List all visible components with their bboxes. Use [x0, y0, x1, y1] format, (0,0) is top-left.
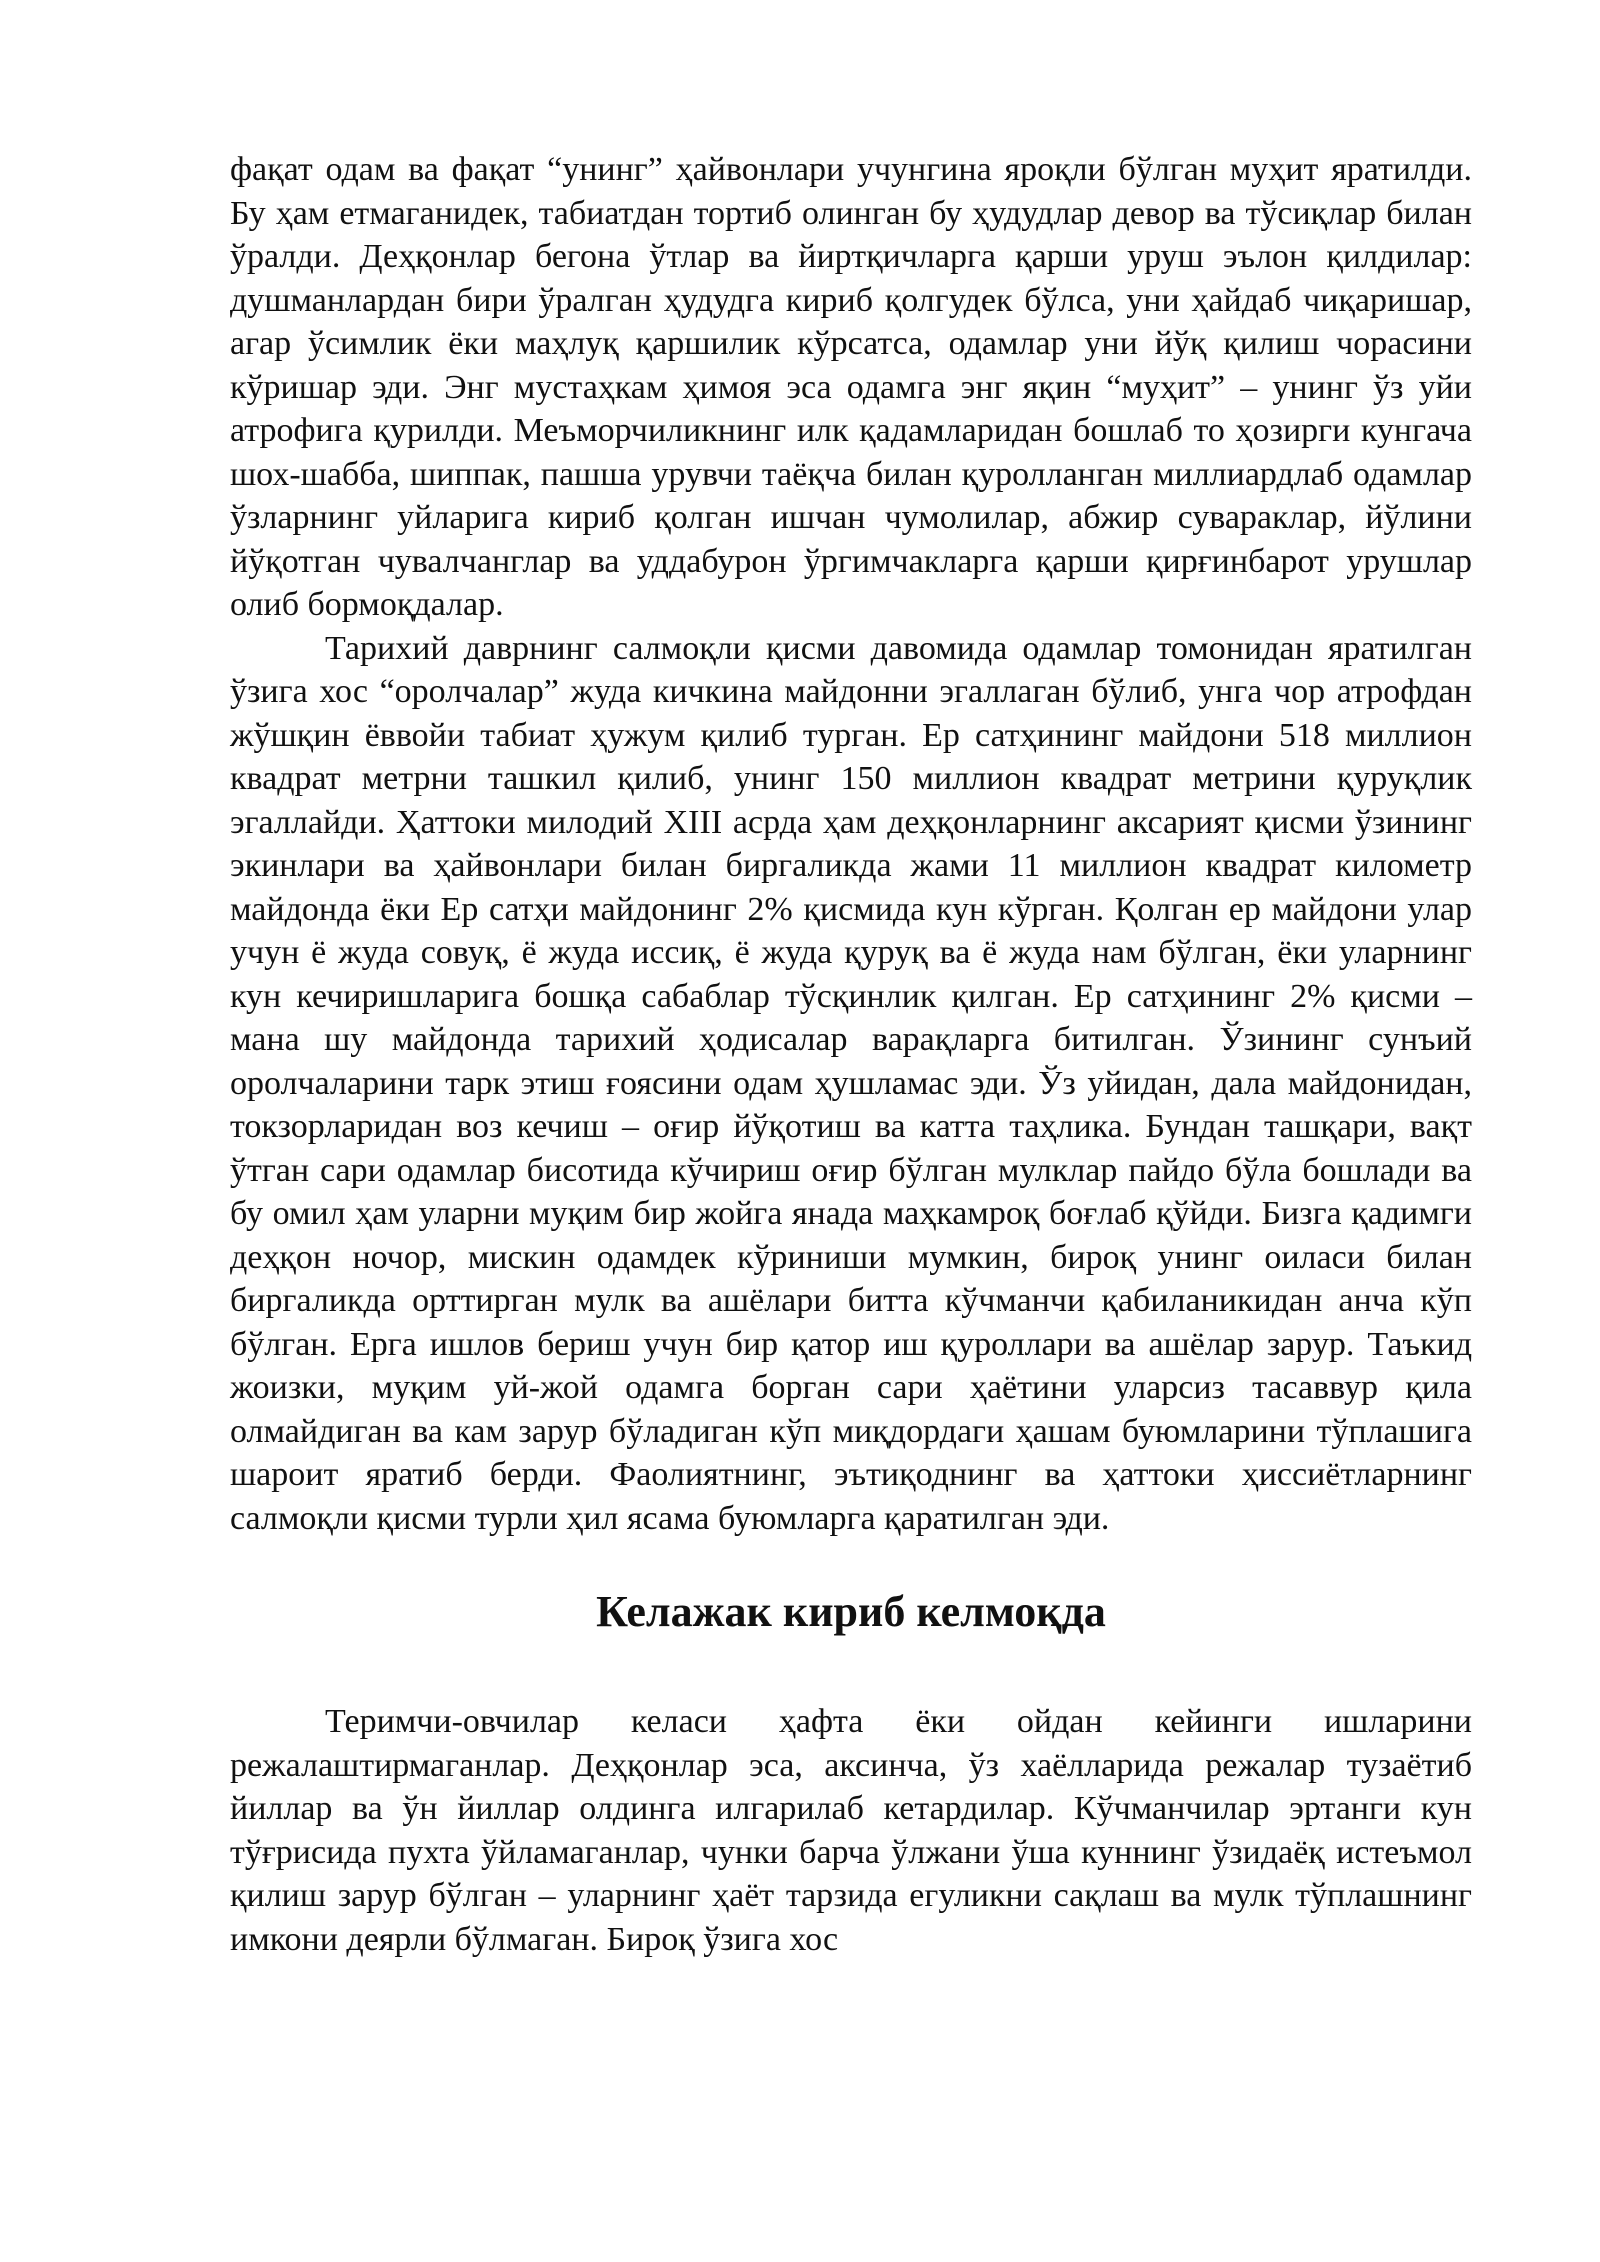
body-paragraph-1: фақат одам ва фақат “унинг” ҳайвонлари учунгина яроқли бўлган муҳит яратилди. Бу ҳам етмаганидек, табиатдан тортиб олинган бу ҳудудлар девор ва тўсиқлар билан ўралди. Деҳқонлар бегона ўтлар ва йиртқичларга қарши уруш эълон қилдилар: душманлардан бири ўралган ҳудудга кириб қолгудек бўлса, уни ҳайдаб чиқаришар, агар ўсимлик ёки маҳлуқ қаршилик кўрсатса, одамлар уни йўқ қилиш чорасини кўришар эди. Энг мустаҳкам ҳимоя эса одамга энг яқин “муҳит” – унинг ўз уйи атрофига қурилди. Меъморчиликнинг илк қадамларидан бошлаб то ҳозирги кунгача шох-шабба, шиппак, пашша урувчи таёқча билан қуролланган миллиардлаб одамлар ўзларнинг уйларига кириб қолган ишчан чумолилар, абжир сувараклар, йўлини йўқотган чувалчанглар ва уддабурон ўргимчакларга қарши қирғинбарот урушлар олиб бормоқдалар. — [230, 151, 1472, 623]
body-paragraph-2: Тарихий даврнинг салмоқли қисми давомида одамлар томонидан яратилган ўзига хос “оролчалар” жуда кичкина майдонни эгаллаган бўлиб, унга чор атрофдан жўшқин ёввойи табиат ҳужум қилиб турган. Ер сатҳининг майдони 518 миллион квадрат метрни ташкил қилиб, унинг 150 миллион квадрат метрини қуруқлик эгаллайди. Ҳаттоки милодий XIII асрда ҳам деҳқонларнинг аксарият қисми ўзининг экинлари ва ҳайвонлари билан биргаликда жами 11 миллион квадрат километр майдонда ёки Ер сатҳи майдонинг 2% қисмида кун кўрган. Қолган ер майдони улар учун ё жуда совуқ, ё жуда иссиқ, ё жуда қуруқ ва ё жуда нам бўлган, ёки уларнинг кун кечиришларига бошқа сабаблар тўсқинлик қилган. Ер сатҳининг 2% қисми – мана шу майдонда тарихий ҳодисалар варақларга битилган. Ўзининг сунъий оролчаларини тарк этиш ғоясини одам ҳушламас эди. Ўз уйидан, дала майдонидан, токзорларидан воз кечиш – оғир йўқотиш ва катта таҳлика. Бундан ташқари, вақт ўтган сари одамлар бисотида кўчириш оғир бўлган мулклар пайдо бўла бошлади ва бу омил ҳам уларни муқим бир жойга янада маҳкамроқ боғлаб қўйди. Бизга қадимги деҳқон ночор, мискин одамдек кўриниши мумкин, бироқ унинг оиласи билан биргаликда орттирган мулк ва ашёлари битта кўчманчи қабиланикидан анча кўп бўлган. Ерга ишлов бериш учун бир қатор иш қуроллари ва ашёлар зарур. Таъкид жоизки, муқим уй-жой одамга борган сари ҳаётини уларсиз тасаввур қила олмайдиган ва кам зарур бўладиган кўп миқдордаги ҳашам буюмларини тўплашига шароит яратиб берди. Фаолиятнинг, эътиқоднинг ва ҳаттоки ҳиссиётларнинг салмоқли қисми турли ҳил ясама буюмларга қаратилган эди. — [230, 629, 1472, 1537]
document-body — [230, 148, 1472, 1961]
section-heading: Келажак кириб келмоқда — [596, 1587, 1106, 1636]
spacer — [230, 1540, 1472, 1586]
body-paragraph-3: Теримчи-овчилар келаси ҳафта ёки ойдан кейинги ишларини режалаштирмаганлар. Деҳқонлар эса, аксинча, ўз хаёлларида режалар тузаётиб йиллар ва ўн йиллар олдинга илгарилаб кетардилар. Кўчманчилар эртанги кун тўғрисида пухта ўйламаганлар, чунки барча ўлжани ўша куннинг ўзидаёқ истеъмол қилиш зарур бўлган – уларнинг ҳаёт тарзида егуликни сақлаш ва мулк тўплашнинг имкони деярли бўлмаган. Бироқ ўзига хос — [230, 1703, 1472, 1958]
spacer — [230, 1638, 1472, 1700]
